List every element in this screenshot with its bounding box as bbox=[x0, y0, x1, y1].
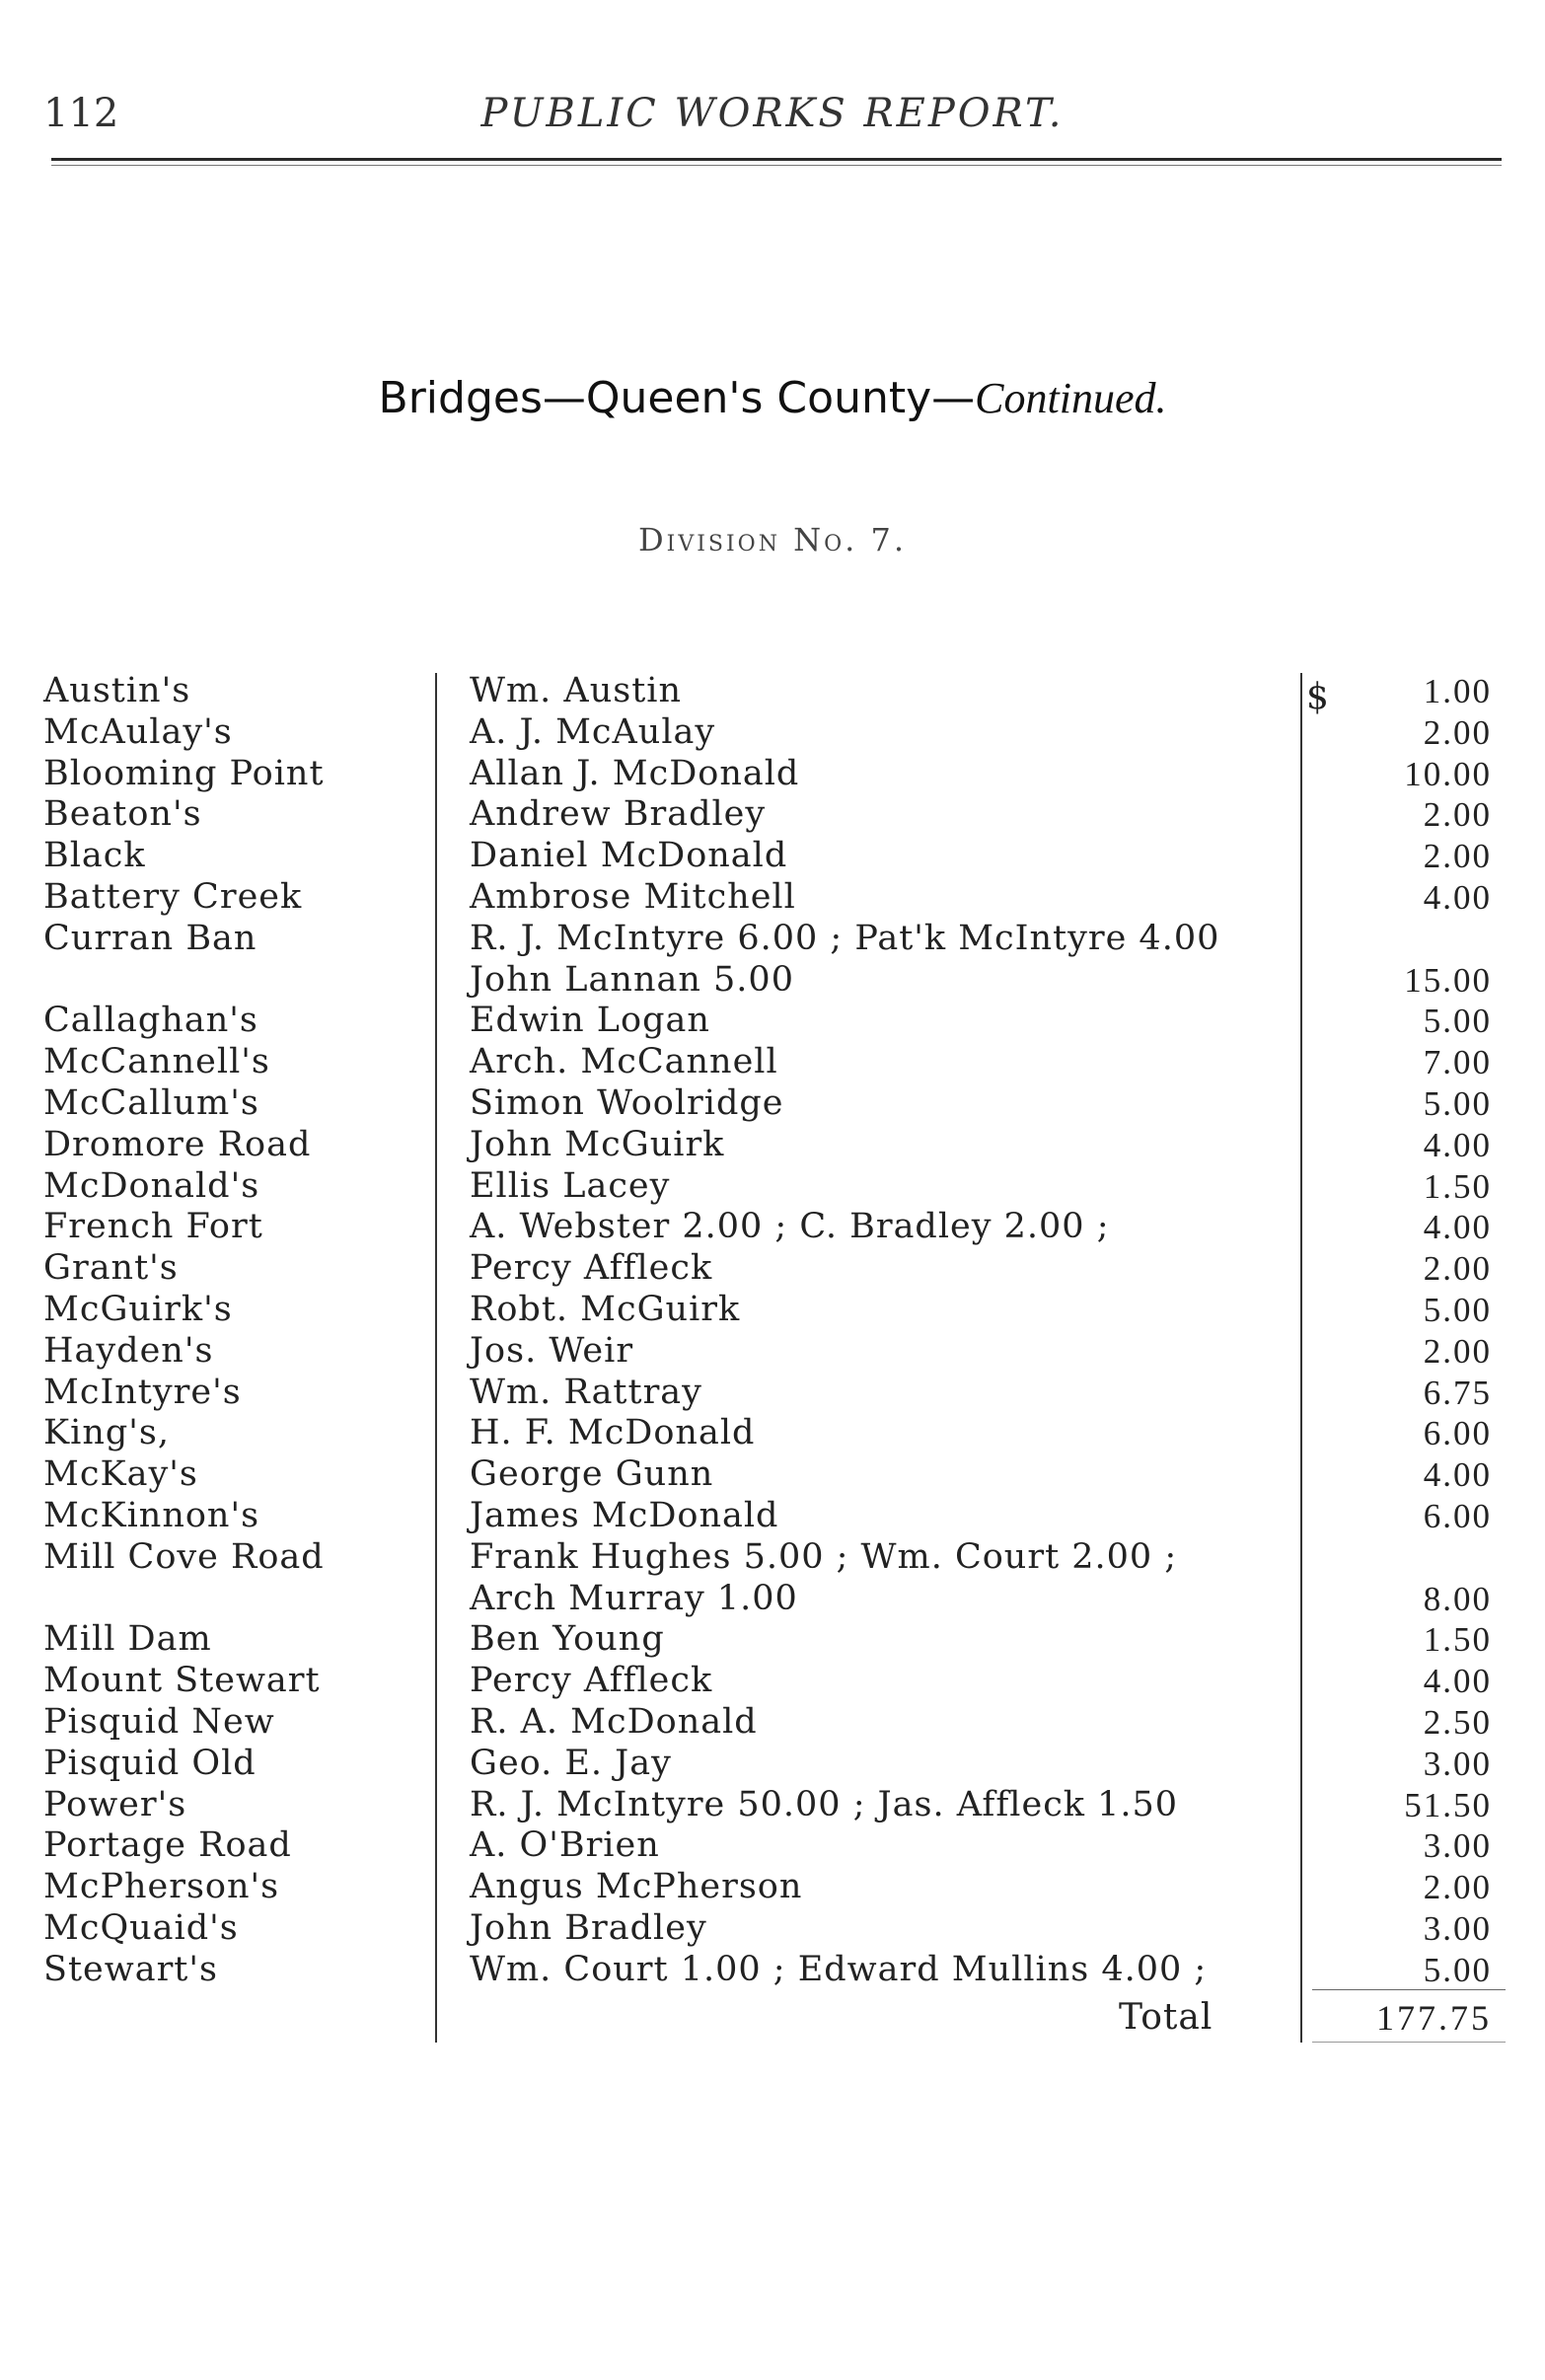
table-row bbox=[0, 1001, 1545, 1042]
bridge-name: McQuaid's bbox=[43, 1907, 239, 1948]
contractor-name: Robt. McGuirk bbox=[470, 1289, 741, 1329]
contractor-name: A. Webster 2.00 ; C. Bradley 2.00 ; bbox=[470, 1207, 1110, 1247]
amount-value: 2.00 bbox=[1423, 1331, 1492, 1371]
contractor-name: Wm. Austin bbox=[470, 671, 682, 710]
bridge-table bbox=[0, 671, 1545, 1991]
table-row bbox=[0, 1537, 1545, 1579]
section-title-main: Bridges—Queen's County— bbox=[378, 373, 976, 423]
table-row bbox=[0, 671, 1545, 712]
contractor-name: H. F. McDonald bbox=[470, 1413, 756, 1453]
contractor-name: Ellis Lacey bbox=[470, 1165, 671, 1206]
bridge-name: McIntyre's bbox=[43, 1372, 242, 1412]
bridge-name: McKinnon's bbox=[43, 1495, 260, 1535]
bridge-name: Mill Cove Road bbox=[43, 1536, 325, 1577]
page-header bbox=[0, 91, 1545, 150]
currency-symbol: $ bbox=[1306, 677, 1329, 717]
amount-value: 5.00 bbox=[1423, 1083, 1492, 1123]
contractor-name: Percy Affleck bbox=[470, 1248, 713, 1289]
contractor-name: Daniel McDonald bbox=[470, 836, 788, 876]
contractor-name: John McGuirk bbox=[470, 1124, 725, 1164]
table-row bbox=[0, 1413, 1545, 1454]
bridge-name: Mill Dam bbox=[43, 1619, 212, 1660]
table-row bbox=[0, 1331, 1545, 1373]
table-row bbox=[0, 1619, 1545, 1661]
amount-value: 1.50 bbox=[1423, 1166, 1492, 1206]
contractor-name: Andrew Bradley bbox=[470, 794, 767, 835]
contractor-name: Wm. Court 1.00 ; Edward Mullins 4.00 ; bbox=[470, 1949, 1208, 1989]
table-row bbox=[0, 1744, 1545, 1785]
bridge-name: Power's bbox=[43, 1784, 187, 1824]
amount-value: 4.00 bbox=[1423, 1455, 1492, 1495]
bridge-name: Austin's bbox=[43, 671, 191, 710]
running-title: PUBLIC WORKS REPORT. bbox=[480, 91, 1065, 136]
bridge-name: McDonald's bbox=[43, 1165, 260, 1206]
table-row bbox=[0, 836, 1545, 877]
amount-value: 2.50 bbox=[1423, 1702, 1492, 1742]
table-row bbox=[0, 1908, 1545, 1950]
table-row bbox=[0, 1290, 1545, 1331]
table-row bbox=[0, 712, 1545, 754]
contractor-name: George Gunn bbox=[470, 1454, 714, 1495]
amount-value: 3.00 bbox=[1423, 1744, 1492, 1783]
page-number: 112 bbox=[43, 91, 119, 136]
table-row bbox=[0, 1454, 1545, 1496]
division-heading: Division No. 7. bbox=[637, 521, 908, 558]
amount-value: 2.00 bbox=[1423, 795, 1492, 835]
table-row bbox=[0, 1166, 1545, 1208]
table-row bbox=[0, 1579, 1545, 1620]
contractor-name: Percy Affleck bbox=[470, 1661, 713, 1701]
bridge-name: Curran Ban bbox=[43, 918, 258, 958]
bridge-name: French Fort bbox=[43, 1207, 263, 1247]
table-row bbox=[0, 1825, 1545, 1867]
amount-value: 7.00 bbox=[1423, 1043, 1492, 1082]
contractor-name: Frank Hughes 5.00 ; Wm. Court 2.00 ; bbox=[470, 1536, 1178, 1577]
contractor-name: James McDonald bbox=[470, 1495, 779, 1535]
bridge-name: Dromore Road bbox=[43, 1124, 312, 1164]
contractor-name: Ben Young bbox=[470, 1619, 665, 1660]
bridge-name: Mount Stewart bbox=[43, 1661, 321, 1701]
total-rule-bottom bbox=[1312, 2042, 1506, 2043]
bridge-name: Pisquid Old bbox=[43, 1743, 257, 1783]
total-label: Total bbox=[1119, 1997, 1214, 2038]
bridge-name: Beaton's bbox=[43, 794, 202, 835]
bridge-name: Pisquid New bbox=[43, 1701, 275, 1742]
header-rule-thin bbox=[51, 165, 1502, 166]
table-row bbox=[0, 1207, 1545, 1248]
amount-value: 15.00 bbox=[1404, 960, 1492, 1000]
contractor-name: Wm. Rattray bbox=[470, 1372, 702, 1412]
table-row bbox=[0, 960, 1545, 1002]
bridge-name: Callaghan's bbox=[43, 1001, 258, 1041]
contractor-name: R. J. McIntyre 6.00 ; Pat'k McIntyre 4.00 bbox=[470, 918, 1220, 958]
amount-value: 8.00 bbox=[1423, 1579, 1492, 1618]
table-row bbox=[0, 1083, 1545, 1125]
bridge-name: McGuirk's bbox=[43, 1289, 233, 1329]
bridge-name: Stewart's bbox=[43, 1949, 218, 1989]
bridge-name: Black bbox=[43, 836, 146, 876]
amount-value: 3.00 bbox=[1423, 1908, 1492, 1948]
contractor-name: R. A. McDonald bbox=[470, 1701, 758, 1742]
amount-value: 4.00 bbox=[1423, 877, 1492, 917]
amount-value: 10.00 bbox=[1404, 754, 1492, 793]
total-value: 177.75 bbox=[1376, 1998, 1492, 2038]
section-title-continued: Continued. bbox=[975, 374, 1167, 422]
table-row bbox=[0, 919, 1545, 960]
table-row bbox=[0, 1950, 1545, 1991]
contractor-name: Simon Woolridge bbox=[470, 1082, 784, 1123]
header-rule bbox=[51, 158, 1502, 161]
amount-value: 51.50 bbox=[1404, 1785, 1492, 1824]
table-row bbox=[0, 1125, 1545, 1166]
contractor-name: Arch Murray 1.00 bbox=[470, 1578, 798, 1618]
table-row bbox=[0, 1496, 1545, 1537]
amount-value: 2.00 bbox=[1423, 837, 1492, 876]
contractor-name: Geo. E. Jay bbox=[470, 1743, 672, 1783]
bridge-name: McCannell's bbox=[43, 1042, 270, 1082]
table-row bbox=[0, 1661, 1545, 1702]
amount-value: 2.00 bbox=[1423, 1249, 1492, 1289]
table-row bbox=[0, 1373, 1545, 1414]
table-row bbox=[0, 1785, 1545, 1826]
bridge-name: King's, bbox=[43, 1413, 170, 1453]
bridge-name: McAulay's bbox=[43, 711, 233, 752]
contractor-name: A. J. McAulay bbox=[470, 711, 716, 752]
section-title bbox=[0, 373, 1545, 423]
table-row bbox=[0, 1248, 1545, 1290]
bridge-name: Grant's bbox=[43, 1248, 179, 1289]
bridge-name: McPherson's bbox=[43, 1867, 280, 1907]
contractor-name: Edwin Logan bbox=[470, 1001, 710, 1041]
contractor-name: Arch. McCannell bbox=[470, 1042, 778, 1082]
amount-value: 4.00 bbox=[1423, 1662, 1492, 1701]
table-row bbox=[0, 754, 1545, 795]
contractor-name: John Lannan 5.00 bbox=[470, 959, 794, 1000]
contractor-name: Ambrose Mitchell bbox=[470, 876, 796, 917]
amount-value: 6.00 bbox=[1423, 1414, 1492, 1453]
bridge-name: Battery Creek bbox=[43, 876, 303, 917]
contractor-name: Allan J. McDonald bbox=[470, 753, 800, 793]
amount-value: 1.00 bbox=[1423, 672, 1492, 710]
table-row bbox=[0, 1867, 1545, 1908]
table-row bbox=[0, 877, 1545, 919]
bridge-name: Portage Road bbox=[43, 1825, 292, 1866]
amount-value: 6.75 bbox=[1423, 1373, 1492, 1412]
table-row bbox=[0, 794, 1545, 836]
total-rule bbox=[1312, 1989, 1506, 1990]
contractor-name: Jos. Weir bbox=[470, 1330, 634, 1371]
amount-value: 5.00 bbox=[1423, 1950, 1492, 1989]
amount-value: 5.00 bbox=[1423, 1290, 1492, 1329]
amount-value: 4.00 bbox=[1423, 1125, 1492, 1164]
contractor-name: R. J. McIntyre 50.00 ; Jas. Affleck 1.50 bbox=[470, 1784, 1179, 1824]
amount-value: 3.00 bbox=[1423, 1826, 1492, 1866]
amount-value: 1.50 bbox=[1423, 1620, 1492, 1660]
amount-value: 5.00 bbox=[1423, 1002, 1492, 1041]
amount-value: 2.00 bbox=[1423, 1868, 1492, 1907]
contractor-name: A. O'Brien bbox=[470, 1825, 660, 1866]
amount-value: 4.00 bbox=[1423, 1208, 1492, 1247]
table-row bbox=[0, 1042, 1545, 1083]
amount-value: 2.00 bbox=[1423, 712, 1492, 752]
bridge-name: McCallum's bbox=[43, 1082, 259, 1123]
bridge-name: Blooming Point bbox=[43, 753, 325, 793]
bridge-name: Hayden's bbox=[43, 1330, 214, 1371]
contractor-name: John Bradley bbox=[470, 1907, 707, 1948]
table-row bbox=[0, 1702, 1545, 1744]
bridge-name: McKay's bbox=[43, 1454, 198, 1495]
amount-value: 6.00 bbox=[1423, 1496, 1492, 1535]
contractor-name: Angus McPherson bbox=[470, 1867, 803, 1907]
